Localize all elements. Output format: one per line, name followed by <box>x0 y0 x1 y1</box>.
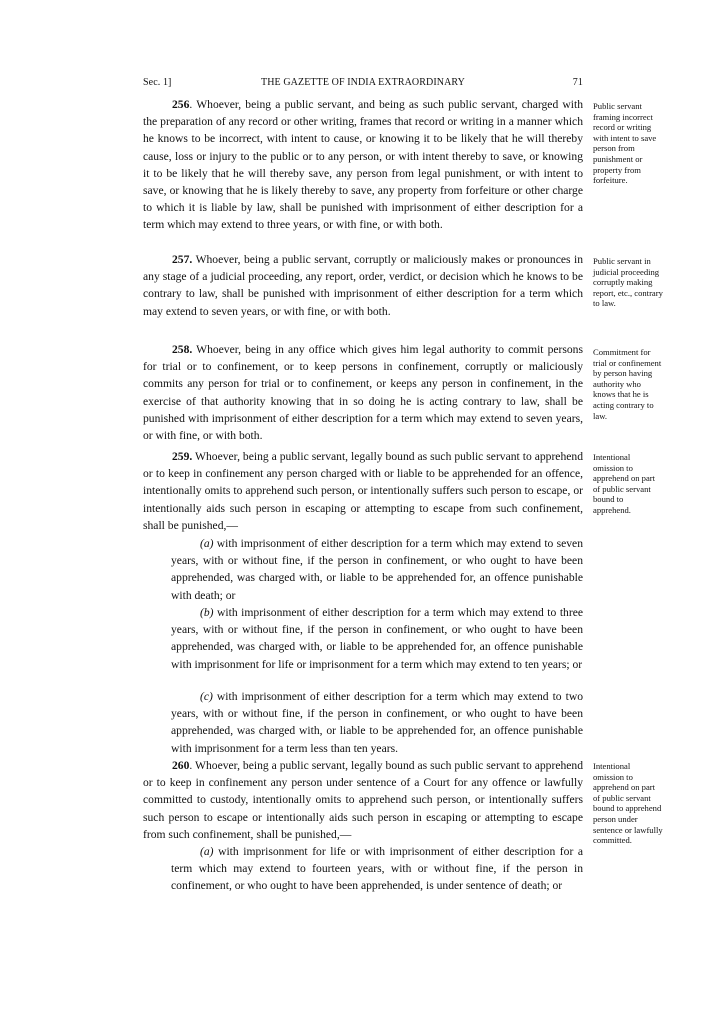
section-259 <box>143 448 583 534</box>
section-number: 258. <box>172 343 193 356</box>
section-text: . Whoever, being a public servant, legally bound as such public servant to apprehend or to keep in confinement any person under sentence of a Court for any offence or lawfully committed to custody, intentionally omits to apprehend such person, or intentionally suffers such person to escape or intentionally aids such person in escaping or attempting to escape from such confinement, shall be punished,— <box>143 759 583 841</box>
header-page-number: 71 <box>572 77 583 88</box>
section-text: Whoever, being a public servant, corruptly or maliciously makes or pronounces in any stage of a judicial proceeding, any report, order, verdict, or decision which he knows to be contrary to law, shall be punished with imprisonment of either description for a term which may extend to seven years, or with fine, or with both. <box>143 253 583 318</box>
clause-text: with imprisonment of either description for a term which may extend to two years, with or without fine, if the person in confinement, or who ought to have been apprehended, was charged with, or liable to be apprehended for, an offence punishable with imprisonment for a term less than ten years. <box>171 690 583 755</box>
section-number: 259. <box>172 450 193 463</box>
section-256 <box>143 96 583 234</box>
section-257 <box>143 251 583 320</box>
clause-259-c <box>171 688 583 757</box>
clause-text: with imprisonment for life or with imprisonment of either description for a term which may extend to fourteen years, with or without fine, if the person in confinement, or who ought to have been apprehended, is under sentence of death; or <box>171 845 583 893</box>
header-title: THE GAZETTE OF INDIA EXTRAORDINARY <box>261 77 465 88</box>
marginal-note-256: Public servant framing incorrect record or writing with intent to save person from punishment or property from forfeiture. <box>593 101 657 186</box>
marginal-note-257: Public servant in judicial proceeding corruptly making report, etc., contrary to law. <box>593 256 663 309</box>
clause-259-a <box>171 535 583 604</box>
clause-label: (c) <box>200 690 213 703</box>
clause-label: (a) <box>200 537 214 550</box>
header-section: Sec. 1] <box>143 77 172 88</box>
marginal-note-259: Intentional omission to apprehend on part of public servant bound to apprehend. <box>593 452 656 515</box>
page-header <box>143 77 583 93</box>
clause-label: (b) <box>200 606 214 619</box>
section-260 <box>143 757 583 843</box>
clause-259-b <box>171 604 583 673</box>
marginal-note-258: Commitment for trial or confinement by person having authority who knows that he is acting contrary to law. <box>593 347 662 421</box>
clause-260-a <box>171 843 583 895</box>
section-number: 260 <box>172 759 190 772</box>
section-number: 257. <box>172 253 193 266</box>
clause-text: with imprisonment of either description for a term which may extend to three years, with or without fine, if the person in confinement, or who ought to have been apprehended, was charged with, or liable to be apprehended for, an offence punishable with imprisonment for life or imprisonment for a term which may extend to ten years; or <box>171 606 583 671</box>
clause-label: (a) <box>200 845 214 858</box>
section-text: Whoever, being a public servant, legally bound as such public servant to apprehend or to keep in confinement any person charged with or liable to be apprehended for an offence, intentionally omits to apprehend such person, or intentionally suffers such person to escape, or intentionally aids such person in escaping or attempting to escape from such confinement, shall be punished,— <box>143 450 583 532</box>
section-258 <box>143 341 583 444</box>
section-number: 256 <box>172 98 190 111</box>
section-text: Whoever, being in any office which gives him legal authority to commit persons for trial or to confinement, or to keep persons in confinement, corruptly or maliciously commits any person for trial or to confinement, or keeps any person in confinement, in the exercise of that authority knowing that in so doing he is acting contrary to law, shall be punished with imprisonment of either description for a term which may extend to seven years, or with fine, or with both. <box>143 343 583 443</box>
clause-text: with imprisonment of either description for a term which may extend to seven years, with or without fine, if the person in confinement, or who ought to have been apprehended, was charged with, or liable to be apprehended for, an offence punishable with death; or <box>171 537 583 602</box>
section-text: . Whoever, being a public servant, and being as such public servant, charged with the preparation of any record or other writing, frames that record or writing in a manner which he knows to be incorrect, with intent to cause, or knowing it to be likely that he will thereby cause, loss or injury to the public or to any person, or with intent thereby to save, or knowing it to be likely that he will thereby save, any person from legal punishment, or with intent to save, or knowing that he is likely thereby to save, any property from forfeiture or other charge to which it is liable by law, shall be punished with imprisonment of either description for a term which may extend to three years, or with fine, or with both. <box>143 98 583 232</box>
marginal-note-260: Intentional omission to apprehend on part of public servant bound to apprehend person under sentence or lawfully committed. <box>593 761 663 846</box>
